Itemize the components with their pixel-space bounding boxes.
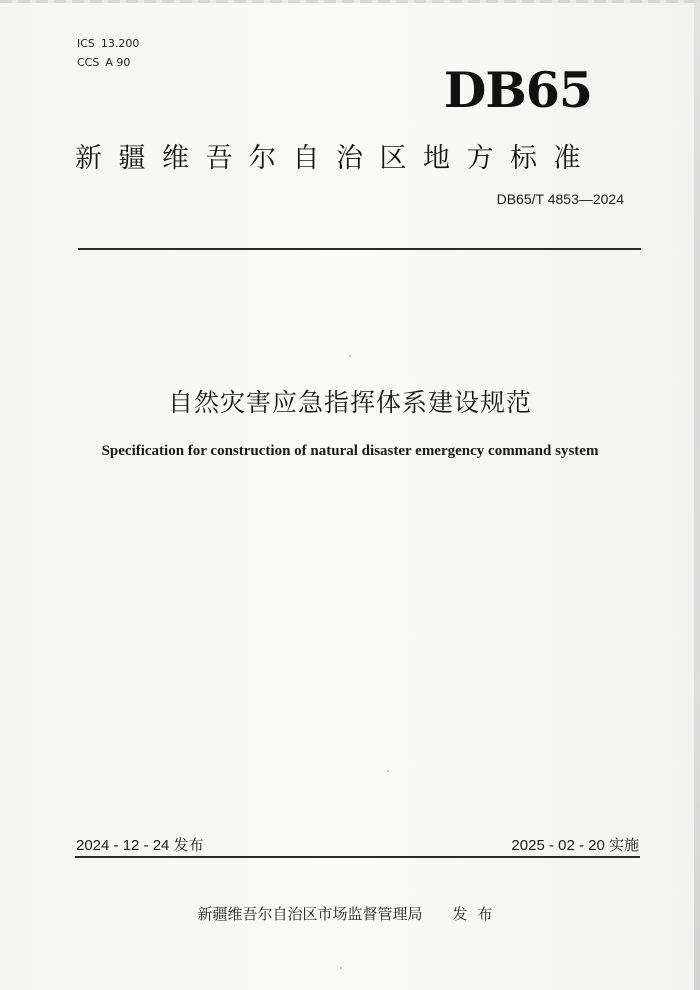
ccs-label: CCS (77, 56, 100, 69)
document-title-chinese: 自然灾害应急指挥体系建设规范 (167, 388, 532, 417)
scan-speck (340, 967, 342, 969)
ics-value: 13.200 (100, 37, 140, 50)
ccs-code (77, 53, 139, 72)
publisher-name: 新疆维吾尔自治区市场监督管理局 (197, 905, 423, 923)
standard-type-heading: 新疆维吾尔自治区地方标准 (75, 143, 597, 174)
issue-date: 2024 - 12 - 24 发布 (76, 837, 204, 854)
scan-right-edge (694, 0, 700, 990)
scan-speck (349, 355, 351, 357)
publisher-line (0, 903, 700, 924)
standard-number: DB65/T 4853—2024 (496, 191, 624, 207)
scan-top-edge (0, 0, 700, 3)
ics-code (77, 34, 139, 53)
publisher-action: 发布 (452, 905, 503, 923)
classification-codes (77, 34, 139, 72)
ccs-value: A 90 (105, 56, 131, 69)
footer-divider (75, 856, 640, 858)
ics-label: ICS (77, 37, 95, 50)
scan-speck (387, 770, 389, 772)
document-title-english: Specification for construction of natural disaster emergency command system (101, 443, 599, 459)
standard-logo: DB65 (443, 61, 592, 119)
implementation-date: 2025 - 02 - 20 实施 (511, 837, 639, 854)
header-divider (78, 248, 641, 250)
